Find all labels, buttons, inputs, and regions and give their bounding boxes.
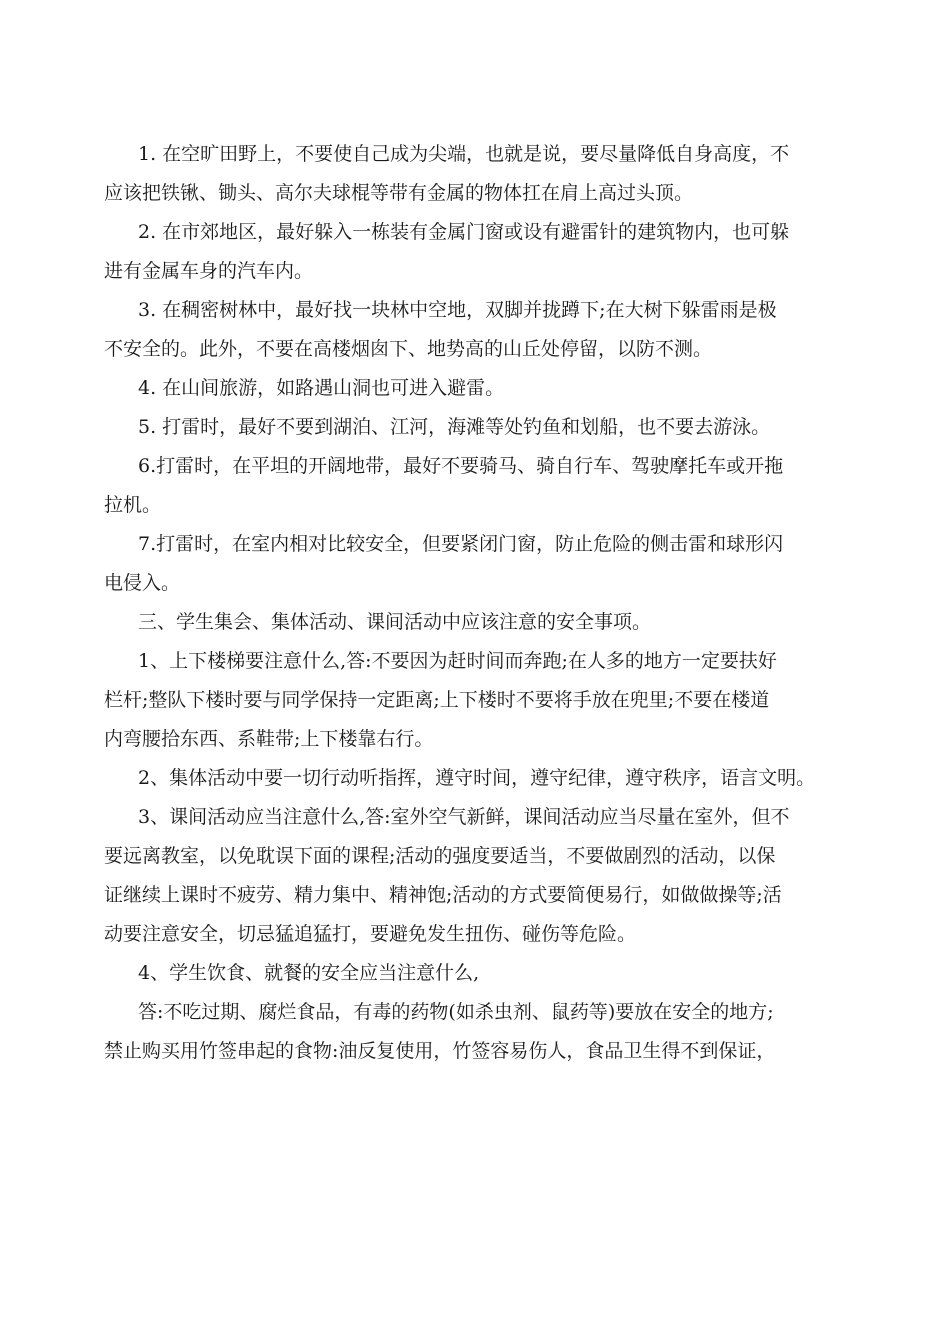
paragraph-line: 动要注意安全，切忌猛追猛打，要避免发生扭伤、碰伤等危险。 (104, 923, 637, 945)
paragraph-line: 4、学生饮食、就餐的安全应当注意什么, (138, 962, 480, 984)
paragraph-line: 5. 打雷时，最好不要到湖泊、江河，海滩等处钓鱼和划船，也不要去游泳。 (138, 416, 771, 438)
paragraph-line: 电侵入。 (104, 572, 181, 594)
paragraph-line: 证继续上课时不疲劳、精力集中、精神饱;活动的方式要简便易行，如做做操等;活 (104, 884, 782, 906)
paragraph-line: 1、上下楼梯要注意什么,答:不要因为赶时间而奔跑;在人多的地方一定要扶好 (138, 650, 777, 672)
paragraph-line: 6.打雷时，在平坦的开阔地带，最好不要骑马、骑自行车、驾驶摩托车或开拖 (138, 455, 784, 477)
section-heading: 三、学生集会、集体活动、课间活动中应该注意的安全事项。 (138, 611, 652, 633)
document-body (104, 135, 844, 1071)
paragraph-line: 2、集体活动中要一切行动听指挥，遵守时间，遵守纪律，遵守秩序，语言文明。 (138, 767, 816, 789)
paragraph-line: 进有金属车身的汽车内。 (104, 260, 314, 282)
paragraph-line: 拉机。 (104, 494, 162, 516)
paragraph-line: 禁止购买用竹签串起的食物:油反复使用，竹签容易伤人，食品卫生得不到保证， (104, 1040, 776, 1062)
paragraph-line: 7.打雷时，在室内相对比较安全，但要紧闭门窗，防止危险的侧击雷和球形闪 (138, 533, 784, 555)
paragraph-line: 内弯腰拾东西、系鞋带;上下楼靠右行。 (104, 728, 434, 750)
paragraph-line: 2. 在市郊地区，最好躲入一栋装有金属门窗或设有避雷针的建筑物内，也可躲 (138, 221, 790, 243)
paragraph-line: 不安全的。此外，不要在高楼烟囱下、地势高的山丘处停留，以防不测。 (104, 338, 713, 360)
paragraph-line: 要远离教室，以免耽误下面的课程;活动的强度要适当，不要做剧烈的活动，以保 (104, 845, 776, 867)
paragraph-line: 答:不吃过期、腐烂食品，有毒的药物(如杀虫剂、鼠药等)要放在安全的地方; (138, 1001, 774, 1023)
paragraph-line: 3. 在稠密树林中，最好找一块林中空地，双脚并拢蹲下;在大树下躲雷雨是极 (138, 299, 777, 321)
paragraph-line: 4. 在山间旅游，如路遇山洞也可进入避雷。 (138, 377, 505, 399)
paragraph-line: 栏杆;整队下楼时要与同学保持一定距离;上下楼时不要将手放在兜里;不要在楼道 (104, 689, 770, 711)
paragraph-line: 1. 在空旷田野上，不要使自己成为尖端，也就是说，要尽量降低自身高度，不 (138, 143, 790, 165)
paragraph-line: 3、课间活动应当注意什么,答:室外空气新鲜，课间活动应当尽量在室外，但不 (138, 806, 790, 828)
paragraph-line: 应该把铁锹、锄头、高尔夫球棍等带有金属的物体扛在肩上高过头顶。 (104, 182, 694, 204)
